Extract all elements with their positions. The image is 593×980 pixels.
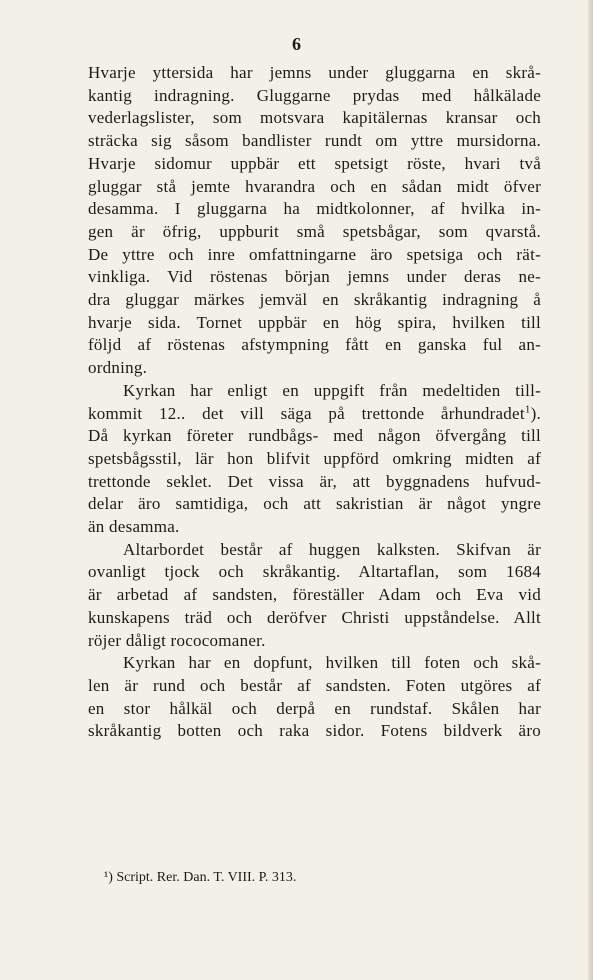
body-text [88,62,541,743]
text-line: följd af röstenas afstympning fått en ganska ful an- [88,335,541,355]
text-line: Kyrkan har en dopfunt, hvilken till foten och skå- [123,653,541,673]
text-line: Hvarje sidomur uppbär ett spetsigt röste, hvari två [88,153,541,173]
text-line: spetsbågsstil, lär hon blifvit uppförd omkring midten af [88,448,541,468]
text-line: Kyrkan har enligt en uppgift från medeltiden till- [123,380,541,400]
text-line: gen är öfrig, uppburit små spetsbågar, som qvarstå. [88,221,541,241]
text-line-with-footnote: kommit 12.. det vill säga på trettonde århundradet$^1$). [88,402,541,423]
text-line: len är rund och består af sandsten. Foten utgöres af [88,675,541,695]
text-line: än desamma. [88,517,180,537]
text-line: Altarbordet består af huggen kalksten. Skifvan är [123,539,541,559]
page-edge [588,0,593,980]
text-line: De yttre och inre omfattningarne äro spetsiga och rät- [88,244,541,264]
text-line: desamma. I gluggarna ha midtkolonner, af hvilka in- [88,199,541,219]
page-number: 6 [292,34,301,54]
text-line: skråkantig botten och raka sidor. Fotens bildverk äro [88,721,541,741]
text-line: kunskapens träd och deröfver Christi uppståndelse. Allt [88,607,541,627]
text-line: kantig indragning. Gluggarne prydas med hålkälade [88,85,541,105]
footnote-text: Script. Rer. Dan. T. VIII. P. 313. [116,870,297,885]
text-line: kommit 12.. det vill säga på trettonde århundradet [88,403,525,423]
text-line: är arbetad af sandsten, föreställer Adam och Eva vid [88,585,541,605]
text-line: röjer dåligt rococomaner. [88,630,266,650]
text-line: gluggar stå jemte hvarandra och en sådan midt öfver [88,176,541,196]
text-line: Då kyrkan företer rundbågs- med någon öfvergång till [88,426,541,446]
text-line: en stor hålkäl och derpå en rundstaf. Skålen har [88,698,541,718]
text-line: vederlagslister, som motsvara kapitälernas kransar och [88,108,541,128]
text-line: vinkliga. Vid röstenas början jemns under deras ne- [88,267,541,287]
text-line: delar äro samtidiga, och att sakristian är något yngre [88,494,541,514]
text-line: dra gluggar märkes jemväl en skråkantig indragning å [88,290,541,310]
footnote-marker: ¹) [104,870,113,885]
text-line: ordning. [88,358,148,378]
footnote-reference: 1 [524,402,531,415]
text-line: ovanligt tjock och skråkantig. Altartaflan, som 1684 [88,562,541,582]
text-line: Hvarje yttersida har jemns under gluggarna en skrå- [88,63,541,82]
footnote [104,870,296,886]
text-line: hvarje sida. Tornet uppbär en hög spira, hvilken till [88,312,541,332]
text-line: trettonde seklet. Det vissa är, att byggnadens hufvud- [88,471,541,491]
text-line: sträcka sig såsom bandlister rundt om yttre mursidorna. [88,131,541,151]
